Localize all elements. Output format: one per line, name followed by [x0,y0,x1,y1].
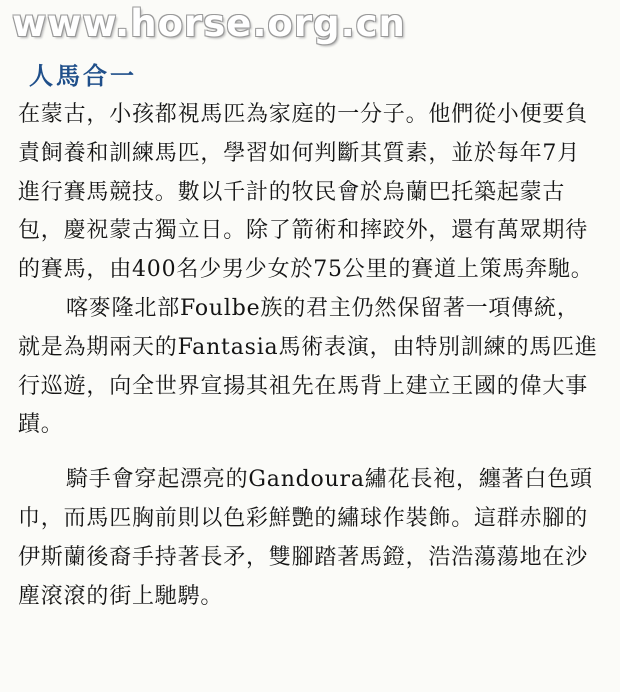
text-line: 伊斯蘭後裔手持著長矛，雙腳踏著馬鐙，浩浩蕩蕩地在沙 [18,544,589,570]
text-line: 騎手會穿起漂亮的Gandoura繡花長袍，纏著白色頭 [66,467,593,493]
text-line: 責飼養和訓練馬匹，學習如何判斷其質素，並於每年7月 [18,140,580,166]
text-line: 的賽馬，由400名少男少女於75公里的賽道上策馬奔馳。 [18,257,594,283]
body-text [18,96,610,616]
paragraph-2 [18,290,610,445]
paragraph-gap [18,445,610,461]
text-line: 蹟。 [18,412,64,438]
text-line: 包，慶祝蒙古獨立日。除了箭術和摔跤外，還有萬眾期待 [18,218,589,244]
text-line: 就是為期兩天的Fantasia馬術表演，由特別訓練的馬匹進 [18,334,598,360]
watermark: www.horse.org.cn [12,2,406,45]
text-line: 行巡遊，向全世界宣揚其祖先在馬背上建立王國的偉大事 [18,373,589,399]
text-line: 在蒙古，小孩都視馬匹為家庭的一分子。他們從小便要負 [18,102,589,127]
text-line: 巾，而馬匹胸前則以色彩鮮艷的繡球作裝飾。這群赤腳的 [18,505,589,531]
text-line: 喀麥隆北部Foulbe族的君主仍然保留著一項傳統， [66,295,580,321]
section-heading: 人馬合一 [29,62,137,90]
text-line: 塵滾滾的街上馳騁。 [18,583,224,609]
paragraph-1 [18,96,610,290]
paragraph-3 [18,461,610,616]
text-line: 進行賽馬競技。數以千計的牧民會於烏蘭巴托築起蒙古 [18,179,566,205]
